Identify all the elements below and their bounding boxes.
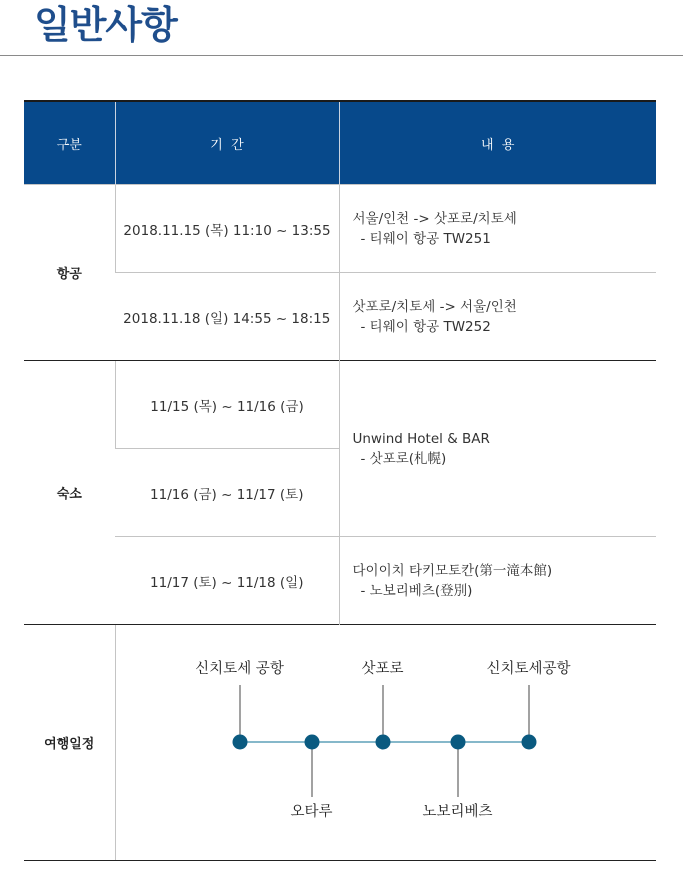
flight-number-1: - 티웨이 항공 TW251	[360, 230, 491, 247]
hotel-location-1: - 삿포로(札幌)	[360, 450, 447, 467]
flight-route-2: 삿포로/치토세 -> 서울/인천	[352, 298, 517, 315]
lodging-period-2: 11/16 (금) ~ 11/17 (토)	[115, 449, 339, 537]
flight-content-1	[339, 185, 656, 273]
route-stop-marker	[232, 735, 247, 750]
category-flight: 항공	[24, 185, 115, 361]
header-period: 기 간	[115, 101, 339, 185]
page-title: 일반사항	[34, 3, 177, 47]
lodging-content-1	[339, 361, 656, 537]
route-stop-marker	[304, 735, 319, 750]
route-map	[116, 625, 656, 861]
route-stop-marker	[521, 735, 536, 750]
route-stop-label: 노보리베츠	[422, 804, 493, 820]
lodging-period-1: 11/15 (목) ~ 11/16 (금)	[115, 361, 339, 449]
hotel-name-1: Unwind Hotel & BAR	[352, 430, 490, 447]
flight-period-1: 2018.11.15 (목) 11:10 ~ 13:55	[115, 185, 339, 273]
flight-number-2: - 티웨이 항공 TW252	[360, 318, 491, 335]
hotel-name-2: 다이이치 타키모토칸(第一滝本館)	[352, 562, 553, 579]
table-row	[24, 273, 656, 361]
route-stop-label: 신치토세 공항	[195, 661, 284, 677]
title-divider	[0, 55, 683, 56]
schedule-table	[24, 100, 656, 861]
header-content: 내 용	[339, 101, 656, 185]
route-stop-label: 신치토세공항	[486, 661, 571, 677]
flight-content-2	[339, 273, 656, 361]
header-category: 구분	[24, 101, 115, 185]
route-stop-marker	[450, 735, 465, 750]
category-itinerary: 여행일정	[24, 625, 115, 861]
hotel-location-2: - 노보리베츠(登別)	[360, 582, 473, 599]
table-row	[24, 185, 656, 273]
category-lodging: 숙소	[24, 361, 115, 625]
itinerary-cell	[115, 625, 656, 861]
table-row	[24, 361, 656, 449]
lodging-period-3: 11/17 (토) ~ 11/18 (일)	[115, 537, 339, 625]
route-stop-label: 오타루	[290, 804, 333, 820]
table-row	[24, 537, 656, 625]
flight-route-1: 서울/인천 -> 삿포로/치토세	[352, 210, 517, 227]
table-header-row	[24, 101, 656, 185]
flight-period-2: 2018.11.18 (일) 14:55 ~ 18:15	[115, 273, 339, 361]
route-stop-label: 삿포로	[361, 661, 404, 677]
table-row	[24, 625, 656, 861]
lodging-content-2	[339, 537, 656, 625]
route-stop-marker	[375, 735, 390, 750]
